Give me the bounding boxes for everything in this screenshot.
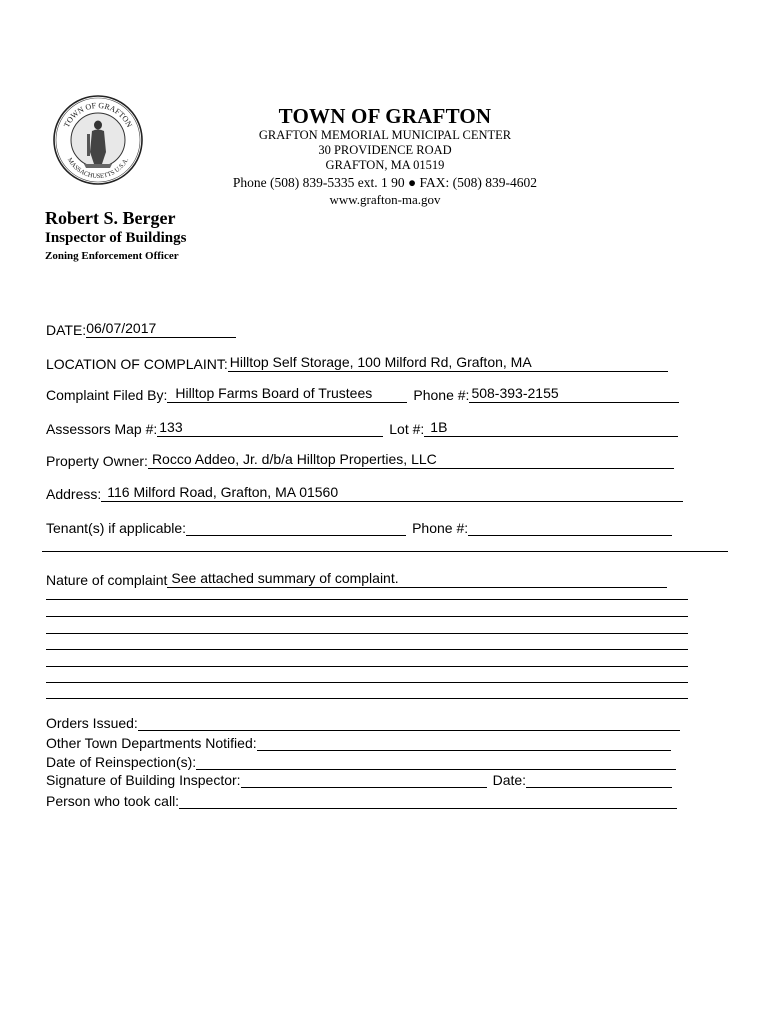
sig-date-field[interactable] bbox=[526, 772, 672, 788]
phone-value: 508-393-2155 bbox=[471, 385, 559, 401]
owner-field[interactable] bbox=[148, 453, 674, 469]
owner-value: Rocco Addeo, Jr. d/b/a Hilltop Properties, LLC bbox=[151, 451, 437, 467]
reinspection-label: Date of Reinspection(s): bbox=[46, 754, 197, 770]
reinspection-row bbox=[46, 752, 676, 770]
filed-by-label: Complaint Filed By: bbox=[46, 387, 168, 403]
signature-label: Signature of Building Inspector: bbox=[46, 772, 241, 788]
nature-value: See attached summary of complaint. bbox=[171, 570, 399, 586]
departments-field[interactable] bbox=[257, 735, 671, 751]
inspector-title: Inspector of Buildings bbox=[45, 230, 187, 246]
took-call-field[interactable] bbox=[179, 793, 677, 809]
map-lot-row bbox=[46, 419, 678, 437]
center-name: GRAFTON MEMORIAL MUNICIPAL CENTER bbox=[258, 128, 512, 142]
date-field[interactable] bbox=[86, 322, 236, 338]
section-divider bbox=[42, 551, 728, 552]
sig-date-label: Date: bbox=[492, 772, 527, 788]
description-line[interactable] bbox=[46, 666, 688, 667]
description-line[interactable] bbox=[46, 698, 688, 699]
address-row bbox=[46, 484, 683, 502]
tenant-phone-field[interactable] bbox=[468, 520, 672, 536]
lot-label: Lot #: bbox=[389, 421, 425, 437]
address-field[interactable] bbox=[101, 486, 683, 502]
location-label: LOCATION OF COMPLAINT: bbox=[46, 356, 228, 372]
address-value: 116 Milford Road, Grafton, MA 01560 bbox=[107, 484, 339, 500]
town-seal bbox=[52, 94, 144, 186]
inspector-role: Zoning Enforcement Officer bbox=[45, 250, 179, 262]
location-value: Hilltop Self Storage, 100 Milford Rd, Grafton, MA bbox=[229, 354, 532, 370]
owner-row bbox=[46, 451, 674, 469]
signature-field[interactable] bbox=[241, 772, 487, 788]
nature-field[interactable] bbox=[167, 572, 667, 588]
tenant-label: Tenant(s) if applicable: bbox=[46, 520, 187, 536]
orders-field[interactable] bbox=[138, 715, 680, 731]
city-address: GRAFTON, MA 01519 bbox=[325, 158, 445, 172]
lot-value: 1B bbox=[430, 419, 448, 435]
filed-by-value: Hilltop Farms Board of Trustees bbox=[175, 385, 373, 401]
website-link[interactable]: www.grafton-ma.gov bbox=[329, 192, 441, 207]
map-field[interactable] bbox=[157, 421, 383, 437]
date-value: 06/07/2017 bbox=[86, 320, 157, 336]
tenant-field[interactable] bbox=[186, 520, 406, 536]
orders-row bbox=[46, 713, 680, 731]
orders-label: Orders Issued: bbox=[46, 715, 138, 731]
phone-field[interactable] bbox=[469, 387, 679, 403]
filed-by-row bbox=[46, 385, 679, 403]
map-value: 133 bbox=[159, 419, 183, 435]
reinspection-field[interactable] bbox=[196, 754, 676, 770]
filed-by-field[interactable] bbox=[167, 387, 407, 403]
lot-field[interactable] bbox=[424, 421, 678, 437]
nature-label: Nature of complaint bbox=[46, 572, 168, 588]
tenant-row bbox=[46, 518, 672, 536]
description-line[interactable] bbox=[46, 649, 688, 650]
seal-text-top: TOWN OF GRAFTON bbox=[61, 100, 135, 129]
date-label: DATE: bbox=[46, 322, 87, 338]
departments-row bbox=[46, 733, 671, 751]
description-line[interactable] bbox=[46, 599, 688, 600]
address-label: Address: bbox=[46, 486, 102, 502]
street-address: 30 PROVIDENCE ROAD bbox=[318, 143, 452, 157]
phone-fax-line: Phone (508) 839-5335 ext. 1 90 ● FAX: (508) 839-4602 bbox=[232, 175, 538, 190]
phone-label: Phone #: bbox=[413, 387, 470, 403]
took-call-label: Person who took call: bbox=[46, 793, 180, 809]
inspector-name: Robert S. Berger bbox=[45, 208, 176, 228]
description-line[interactable] bbox=[46, 616, 688, 617]
date-row bbox=[46, 320, 236, 338]
description-line[interactable] bbox=[46, 682, 688, 683]
description-line[interactable] bbox=[46, 633, 688, 634]
location-row bbox=[46, 354, 668, 372]
took-call-row bbox=[46, 791, 677, 809]
map-label: Assessors Map #: bbox=[46, 421, 158, 437]
town-title: TOWN OF GRAFTON bbox=[278, 104, 492, 128]
seal-text-bottom: MASSACHUSETTS U.S.A. bbox=[65, 156, 131, 181]
owner-label: Property Owner: bbox=[46, 453, 148, 469]
departments-label: Other Town Departments Notified: bbox=[46, 735, 257, 751]
tenant-phone-label: Phone #: bbox=[412, 520, 469, 536]
location-field[interactable] bbox=[228, 356, 668, 372]
nature-row bbox=[46, 570, 667, 588]
signature-row bbox=[46, 770, 672, 788]
